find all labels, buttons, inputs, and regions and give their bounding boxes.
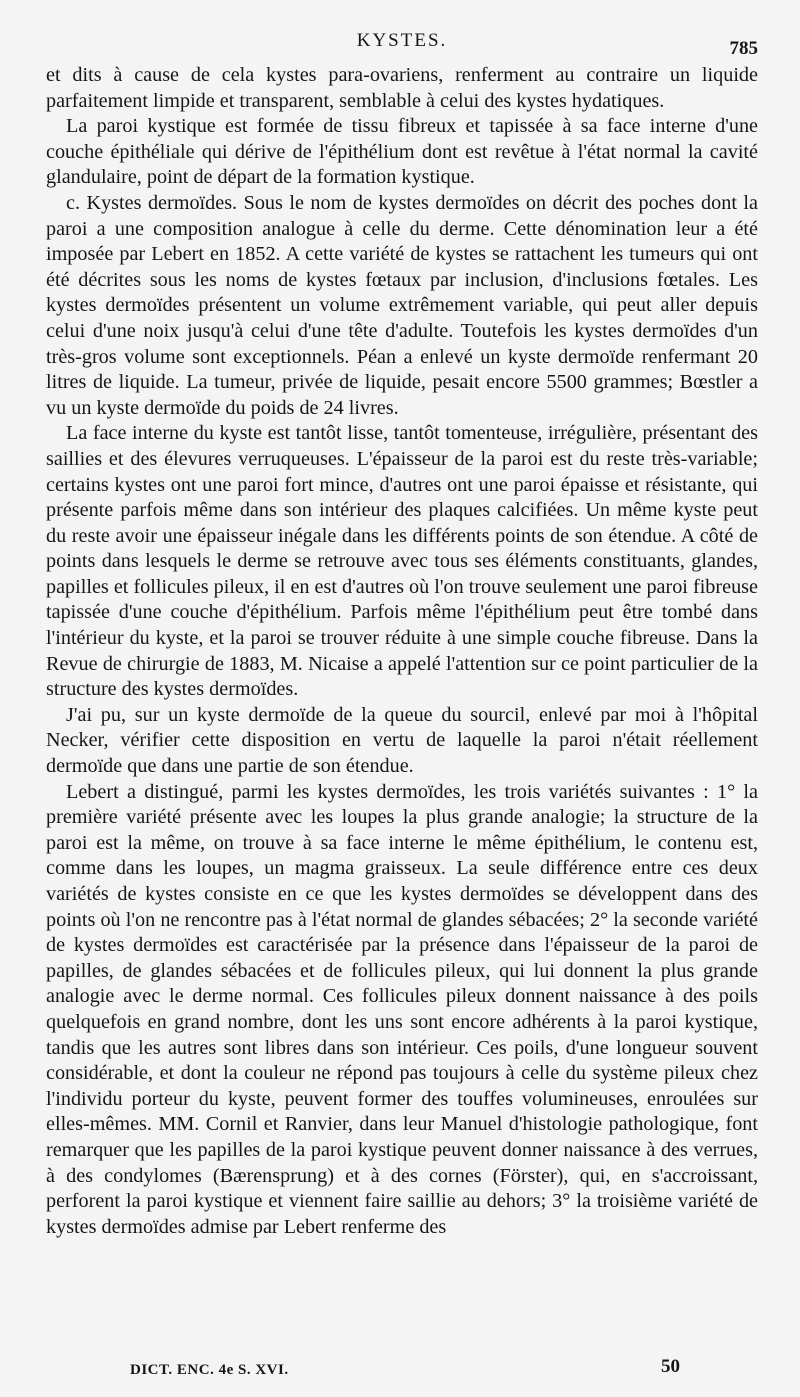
paragraph: c. Kystes dermoïdes. Sous le nom de kystes dermoïdes on décrit des poches dont la paroi a une composition analogue à celle du derme. Cette dénomination leur a été imposée par Lebert en 1852. A cette variété de kystes se rattachent les tumeurs qui ont été décrites sous les noms de kystes fœtaux par inclusion, d'inclusions fœtales. Les kystes dermoïdes présentent un volume extrêmement variable, qui peut aller depuis celui d'une noix jusqu'à celui d'une tête d'adulte. Toutefois les kystes dermoïdes d'un très-gros volume sont exceptionnels. Péan a enlevé un kyste dermoïde renfermant 20 litres de liquide. La tumeur, privée de liquide, pesait encore 5500 grammes; Bœstler a vu un kyste dermoïde du poids de 24 livres. bbox=[46, 191, 758, 419]
page-header bbox=[46, 26, 758, 59]
page-footer bbox=[130, 1356, 680, 1382]
running-title: KYSTES. bbox=[356, 30, 448, 51]
page-number: 785 bbox=[729, 38, 758, 59]
printer-signature: DICT. ENC. 4e S. XVI. bbox=[130, 1362, 289, 1378]
paragraph: Lebert a distingué, parmi les kystes dermoïdes, les trois variétés suivantes : 1° la première variété présente avec les loupes la plus grande analogie; la structure de la paroi est la même, on trouve à sa face interne le même épithélium, le contenu est, comme dans les loupes, un magma graisseux. La seule différence entre ces deux variétés de kystes consiste en ce que les kystes dermoïdes se développent dans des points où l'on ne rencontre pas à l'état normal de glandes sébacées; 2° la seconde variété de kystes dermoïdes est caractérisée par la présence dans l'épaisseur de la paroi de papilles, de glandes sébacées et de follicules pileux, qui lui donnent la plus grande analogie avec le derme normal. Ces follicules pileux donnent naissance à des poils quelquefois en grand nombre, dont les uns sont encore adhérents à la paroi kystique, tandis que les autres sont libres dans son intérieur. Ces poils, d'une longueur souvent considérable, et dont la couleur ne répond pas toujours à celle du système pileux chez l'individu porteur du kyste, peuvent former des touffes volumineuses, enroulées sur elles-mêmes. MM. Cornil et Ranvier, dans leur Manuel d'histologie pathologique, font remarquer que les papilles de la paroi kystique peuvent donner naissance à des verrues, à des condylomes (Bærensprung) et à des cornes (Förster), qui, en s'accroissant, perforent la paroi kystique et viennent faire saillie au dehors; 3° la troisième variété de kystes dermoïdes admise par Lebert renferme des bbox=[46, 780, 758, 1238]
paragraph: J'ai pu, sur un kyste dermoïde de la queue du sourcil, enlevé par moi à l'hôpital Necker, vérifier cette disposition en vertu de laquelle la paroi n'était réellement dermoïde que dans une partie de son étendue. bbox=[46, 703, 758, 778]
signature-number: 50 bbox=[661, 1356, 680, 1377]
body-text bbox=[46, 63, 758, 1240]
paragraph: La paroi kystique est formée de tissu fibreux et tapissée à sa face interne d'une couche épithéliale qui dérive de l'épithélium dont est revêtue à l'état normal la cavité glandulaire, point de départ de la formation kystique. bbox=[46, 115, 758, 189]
paragraph: et dits à cause de cela kystes para-ovariens, renferment au contraire un liquide parfaitement limpide et transparent, semblable à celui des kystes hydatiques. bbox=[46, 64, 758, 112]
paragraph: La face interne du kyste est tantôt lisse, tantôt tomenteuse, irrégulière, présentant des saillies et des élevures verruqueuses. L'épaisseur de la paroi est du reste très-variable; certains kystes ont une paroi fort mince, d'autres ont une paroi épaisse et résistante, qui présente parfois même dans son intérieur des plaques calcifiées. Un même kyste peut du reste avoir une épaisseur inégale dans les différents points de son étendue. A côté de points dans lesquels le derme se retrouve avec tous ses éléments constituants, glandes, papilles et follicules pileux, il en est d'autres où l'on trouve seulement une paroi fibreuse tapissée d'une couche d'épithélium. Parfois même l'épithélium peut être tombé dans l'intérieur du kyste, et la paroi se trouver réduite à une simple couche fibreuse. Dans la Revue de chirurgie de 1883, M. Nicaise a appelé l'attention sur ce point particulier de la structure des kystes dermoïdes. bbox=[46, 422, 758, 701]
